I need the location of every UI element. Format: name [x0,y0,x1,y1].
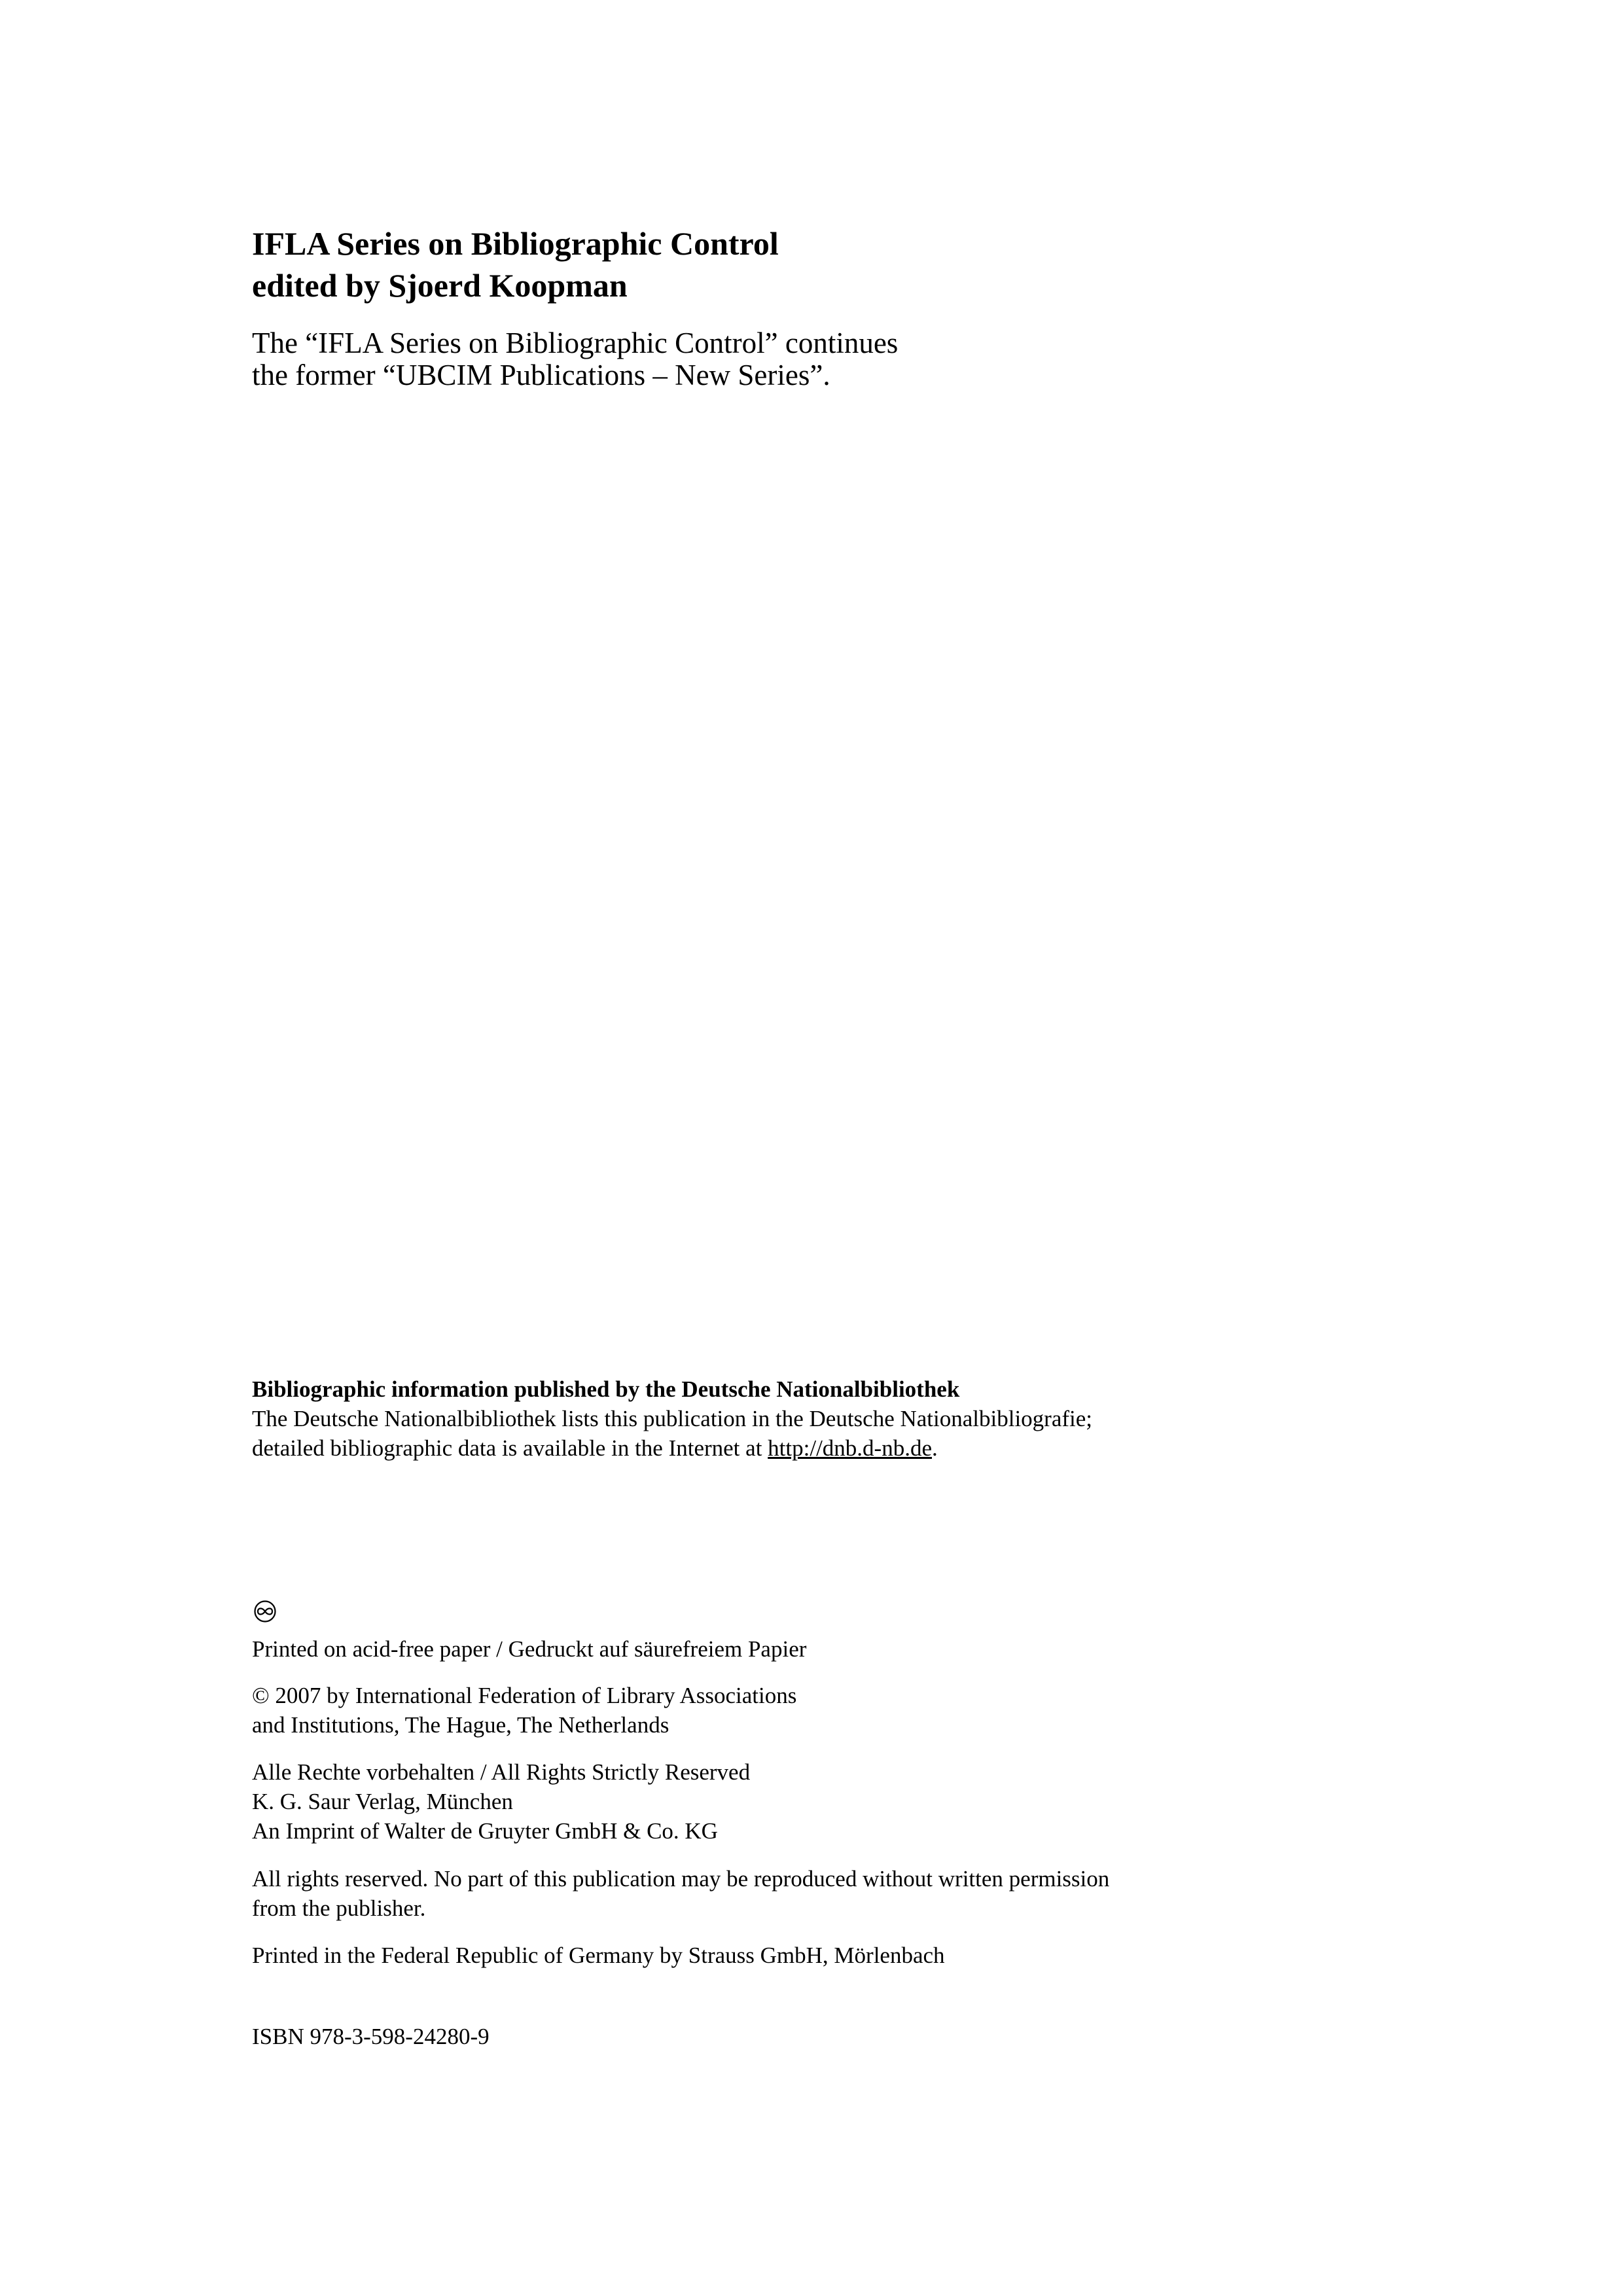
infinity-in-circle-icon [252,1598,278,1624]
acid-free-paper-note [252,1634,806,1664]
reproduction-line: from the publisher. [252,1895,426,1921]
imprint-line: An Imprint of Walter de Gruyter GmbH & Co. KG [252,1818,718,1844]
copyright-notice [252,1681,796,1740]
bibliographic-text-suffix: . [931,1435,938,1461]
bibliographic-heading: Bibliographic information published by the Deutsche Nationalbibliothek [252,1376,960,1402]
infinity-in-circle-icon [253,1600,277,1623]
isbn [252,2022,490,2051]
series-note [252,327,898,391]
copyright-line: © 2007 by International Federation of Library Associations [252,1683,797,1708]
bibliographic-information [252,1374,1092,1463]
series-note-line: The “IFLA Series on Bibliographic Control” continues [252,327,899,359]
dnb-link[interactable]: http://dnb.d-nb.de [768,1435,932,1461]
series-note-line: the former “UBCIM Publications – New Series”. [252,359,830,391]
reproduction-line: All rights reserved. No part of this publication may be reproduced without written permission [252,1866,1110,1892]
bibliographic-text-line: The Deutsche Nationalbibliothek lists this publication in the Deutsche Nationalbibliografie; [252,1406,1093,1431]
rights-notice [252,1757,750,1846]
series-title [252,223,779,306]
bibliographic-text-line [252,1433,1092,1463]
publisher-line: K. G. Saur Verlag, München [252,1789,513,1814]
paper-note-line: Printed on acid-free paper / Gedruckt auf säurefreiem Papier [252,1636,807,1662]
copyright-line: and Institutions, The Hague, The Netherlands [252,1712,669,1738]
printer-line: Printed in the Federal Republic of Germany by Strauss GmbH, Mörlenbach [252,1943,945,1968]
rights-line: Alle Rechte vorbehalten / All Rights Strictly Reserved [252,1759,751,1785]
reproduction-notice [252,1864,1109,1923]
isbn-line: ISBN 978-3-598-24280-9 [252,2024,490,2049]
printer-notice [252,1941,945,1970]
series-editor-line: edited by Sjoerd Koopman [252,267,628,304]
bibliographic-text-prefix: detailed bibliographic data is available in the Internet at [252,1435,768,1461]
series-title-line: IFLA Series on Bibliographic Control [252,225,779,262]
